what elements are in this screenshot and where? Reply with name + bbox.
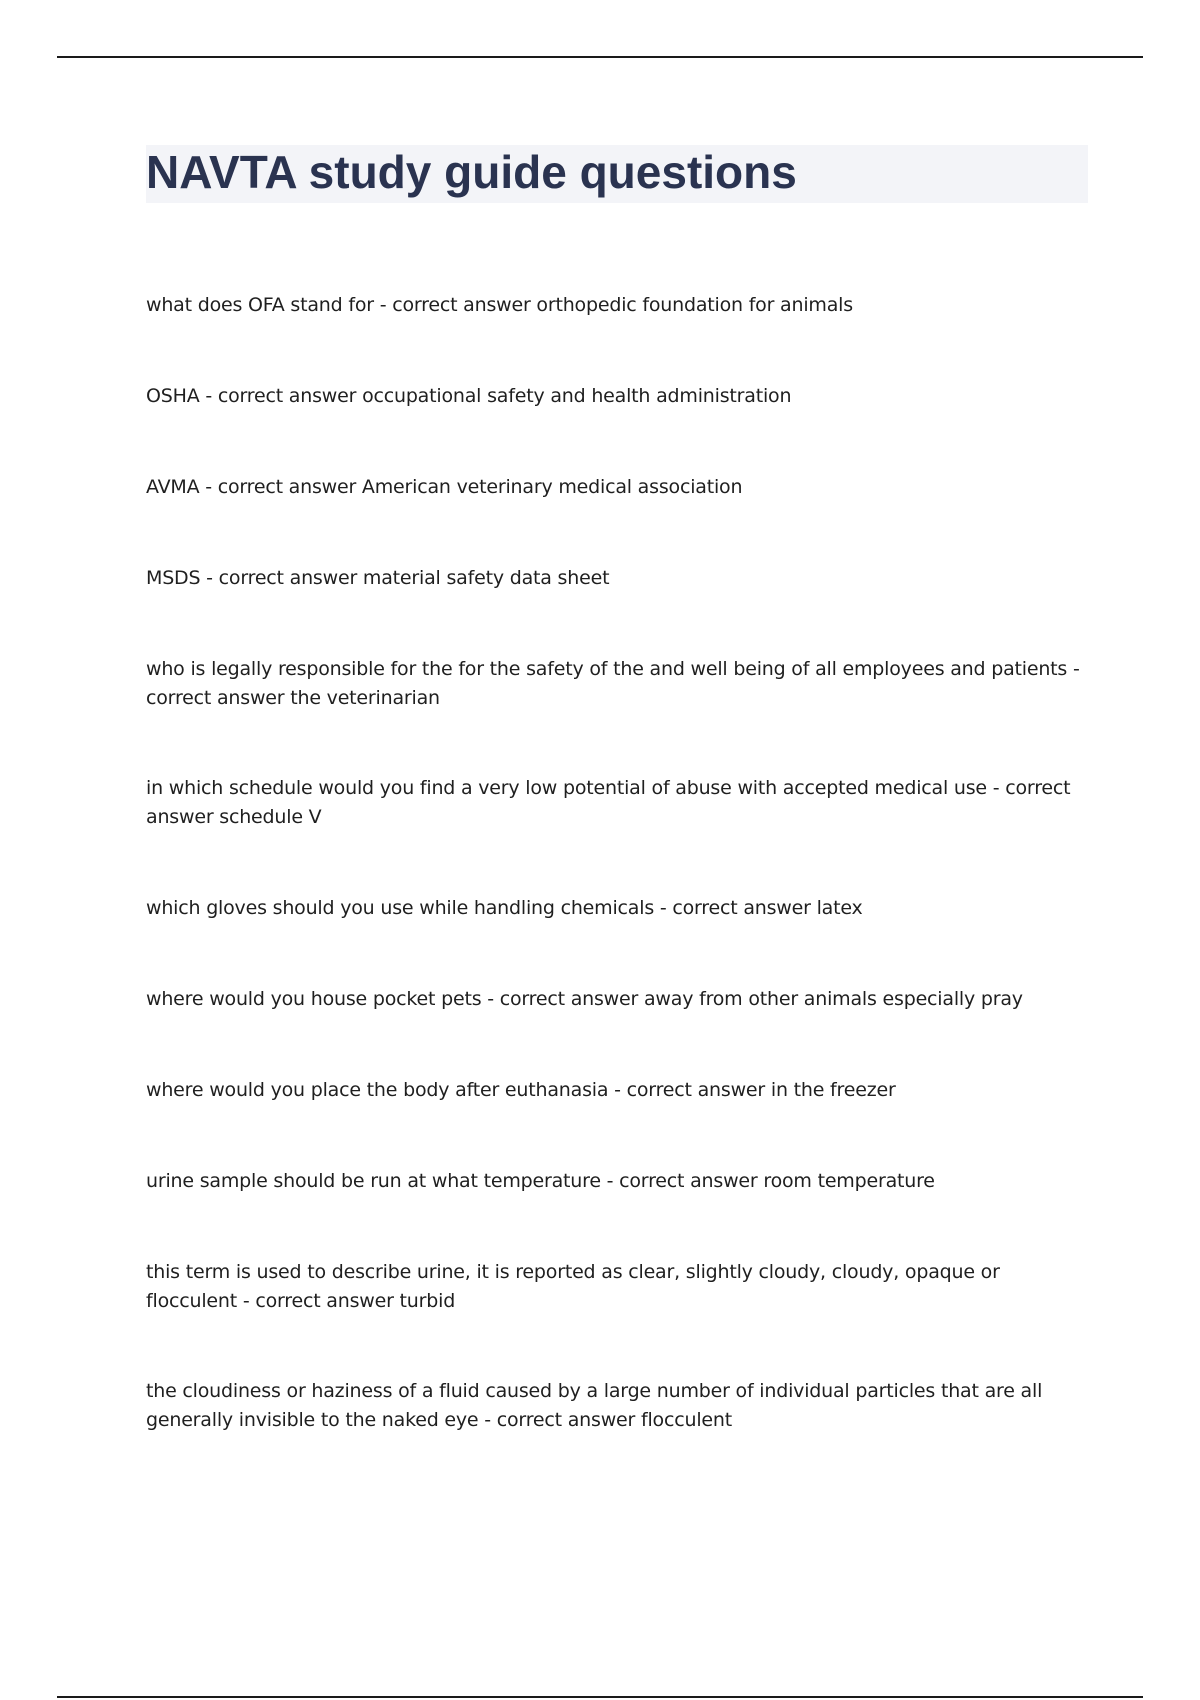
qa-item: the cloudiness or haziness of a fluid caused by a large number of individual particles that are all generally invisible to the naked eye - correct answer flocculent (146, 1380, 1043, 1431)
qa-item: this term is used to describe urine, it is reported as clear, slightly cloudy, cloudy, opaque or flocculent - correct answer turbid (146, 1261, 1000, 1312)
qa-item: who is legally responsible for the for the safety of the and well being of all employees and patients - correct answer the veterinarian (146, 658, 1080, 709)
qa-item: MSDS - correct answer material safety data sheet (146, 567, 610, 589)
qa-item: in which schedule would you find a very low potential of abuse with accepted medical use - correct answer schedule V (146, 777, 1071, 828)
qa-item: what does OFA stand for - correct answer orthopedic foundation for animals (146, 294, 853, 316)
bottom-rule (57, 1696, 1143, 1698)
qa-item: OSHA - correct answer occupational safety and health administration (146, 385, 792, 407)
page-title: NAVTA study guide questions (146, 146, 797, 198)
qa-item: AVMA - correct answer American veterinary medical association (146, 476, 743, 498)
qa-item: which gloves should you use while handling chemicals - correct answer latex (146, 897, 863, 919)
qa-item: where would you place the body after euthanasia - correct answer in the freezer (146, 1079, 896, 1101)
qa-item: where would you house pocket pets - correct answer away from other animals especially pray (146, 988, 1023, 1010)
qa-item: urine sample should be run at what temperature - correct answer room temperature (146, 1170, 935, 1192)
top-rule (57, 56, 1143, 58)
